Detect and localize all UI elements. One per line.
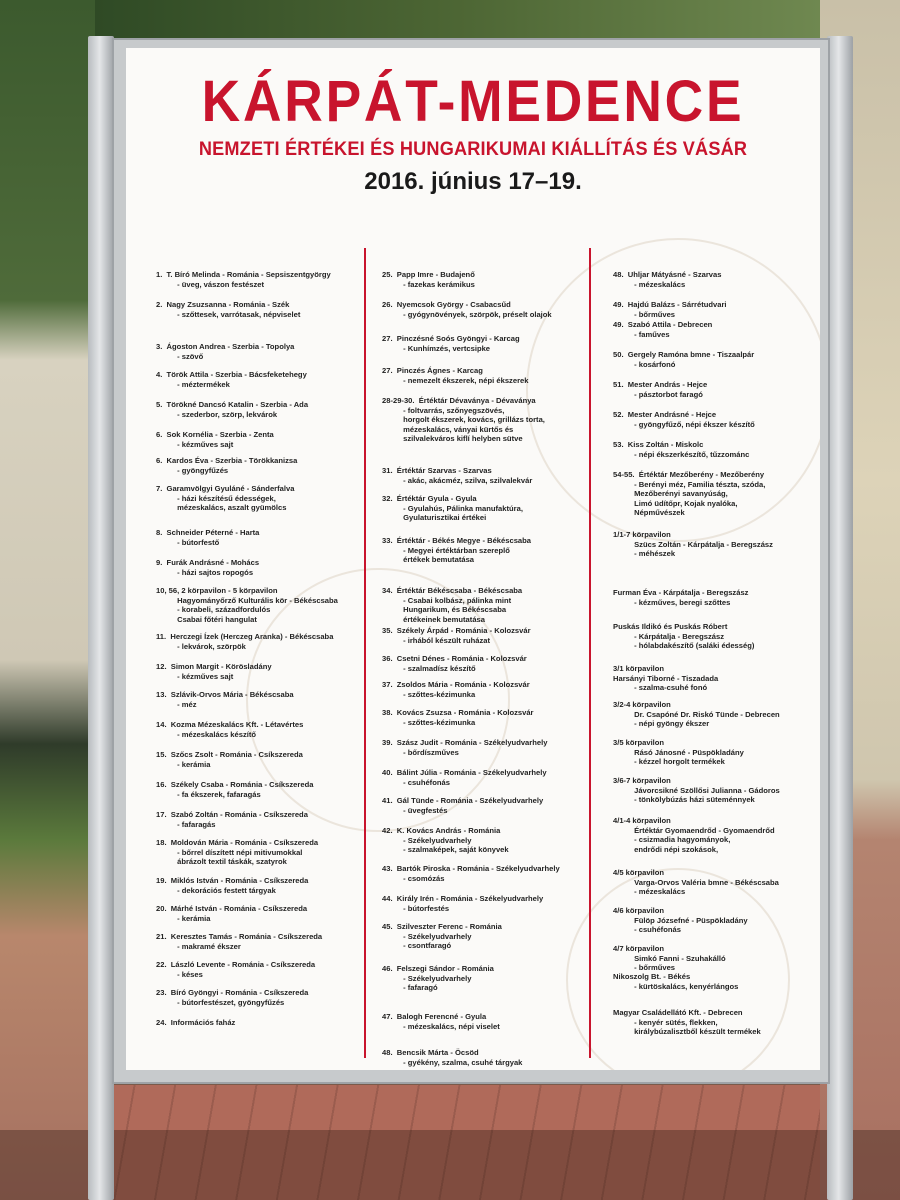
- exhibitor-entry: 44. Király Irén - Románia - Székelyudvarhely - bútorfestés: [382, 894, 544, 913]
- exhibitor-entry: 13. Szlávik-Orvos Mária - Békéscsaba - méz: [156, 690, 294, 709]
- exhibitor-entry: 21. Keresztes Tamás - Románia - Csíkszereda - makramé ékszer: [156, 932, 323, 951]
- exhibitor-entry: 18. Moldován Mária - Románia - Csíkszereda - bőrrel díszített népi mitivumokkal ábrázolt textil táskák, szatyrok: [156, 838, 319, 866]
- exhibitor-entry: 49. Hajdú Balázs - Sárrétudvari - bőrműves: [613, 300, 727, 319]
- exhibitor-entry: 4/7 körpavilon Simkó Fanni - Szuhakálló - bőrműves: [613, 944, 726, 972]
- exhibitor-entry: 7. Garamvölgyi Gyuláné - Sánderfalva - házi készítésű édességek, mézeskalács, aszalt gyümölcs: [156, 484, 295, 512]
- exhibitor-entry: 23. Bíró Gyöngyi - Románia - Csíkszereda - bútorfestészet, gyöngyfűzés: [156, 988, 309, 1007]
- exhibitor-entry: Nikoszolg Bt. - Békés - kürtöskalács, kenyérlángos: [613, 972, 739, 991]
- exhibitor-entry: 47. Balogh Ferencné - Gyula - mézeskalács, népi viselet: [382, 1012, 500, 1031]
- exhibitor-entry: 52. Mester Andrásné - Hejce - gyöngyfűző, népi ékszer készítő: [613, 410, 755, 429]
- exhibitor-entry: 32. Értéktár Gyula - Gyula - Gyulahús, Pálinka manufaktúra, Gyulaturisztikai értékei: [382, 494, 523, 522]
- exhibitor-entry: 4. Török Attila - Szerbia - Bácsfeketehegy - méztermékek: [156, 370, 307, 389]
- exhibitor-entry: 3/1 körpavilon Harsányi Tiborné - Tiszadada - szalma-csuhé fonó: [613, 664, 719, 692]
- exhibitor-entry: 33. Értéktár - Békés Megye - Békéscsaba - Megyei értéktárban szereplő értékek bemutatása: [382, 536, 532, 564]
- exhibitor-entry: 31. Értéktár Szarvas - Szarvas - akác, akácméz, szilva, szilvalekvár: [382, 466, 533, 485]
- poster-date: 2016. június 17–19.: [364, 168, 582, 195]
- exhibitor-entry: 10, 56, 2 körpavilon - 5 körpavilon Hagyományőrző Kulturális kör - Békéscsaba - korabeli, századfordulós Csabai főtéri hangulat: [156, 586, 338, 624]
- exhibitor-entry: 15. Szőcs Zsolt - Románia - Csíkszereda - kerámia: [156, 750, 303, 769]
- exhibitor-entry: 36. Csetni Dénes - Románia - Kolozsvár - szalmadísz készítő: [382, 654, 527, 673]
- exhibitor-entry: 6. Kardos Éva - Szerbia - Törökkanizsa - gyöngyfűzés: [156, 456, 298, 475]
- exhibitor-entry: 54-55. Értéktár Mezőberény - Mezőberény - Berényi méz, Familia tészta, szóda, Mezőberényi savanyúság, Limó üdítőpr, Kojak nyalóka, Népművészek: [613, 470, 766, 517]
- exhibitor-entry: 26. Nyemcsok György - Csabacsűd - gyógynövények, szörpök, préselt olajok: [382, 300, 552, 319]
- exhibitor-entry: 5. Törökné Dancsó Katalin - Szerbia - Ada - szederbor, szörp, lekvárok: [156, 400, 309, 419]
- exhibitor-entry: 28-29-30. Értéktár Dévaványa - Dévaványa - foltvarrás, szőnyegszövés, horgolt ékszerek, kovács, grillázs torta, mézeskalács, ványai kürtős és szilvalekváros kiflí helyben sütve: [382, 396, 545, 443]
- exhibitor-entry: 41. Gál Tünde - Románia - Székelyudvarhely - üvegfestés: [382, 796, 544, 815]
- poster-title: KÁRPÁT-MEDENCE: [201, 69, 745, 134]
- ground-shadow: [0, 1130, 900, 1200]
- exhibitor-entry: 2. Nagy Zsuzsanna - Románia - Szék - szőttesek, varrótasak, népviselet: [156, 300, 301, 319]
- exhibitor-entry: 34. Értéktár Békéscsaba - Békéscsaba - Csabai kolbász, pálinka mint Hungarikum, és Békéscsaba értékeinek bemutatása: [382, 586, 523, 624]
- background-left-street: [0, 0, 95, 1200]
- exhibitor-entry: 24. Információs faház: [156, 1018, 236, 1027]
- exhibitor-entry: 16. Székely Csaba - Románia - Csíkszereda - fa ékszerek, fafaragás: [156, 780, 314, 799]
- poster-header: [126, 70, 820, 197]
- exhibitor-entry: 20. Márhé István - Románia - Csíkszereda - kerámia: [156, 904, 308, 923]
- exhibitor-entry: 3/2-4 körpavilon Dr. Csapóné Dr. Riskó Tünde - Debrecen - népi gyöngy ékszer: [613, 700, 780, 728]
- exhibitor-entry: Magyar Családellátó Kft. - Debrecen - kenyér sütés, flekken, királybúzalisztből készült termékek: [613, 1008, 761, 1036]
- exhibitor-entry: 8. Schneider Péterné - Harta - bútorfestő: [156, 528, 260, 547]
- exhibitor-entry: 14. Kozma Mézeskalács Kft. - Létavértes - mézeskalács készítő: [156, 720, 304, 739]
- right-post: [827, 36, 853, 1200]
- exhibitor-entry: 40. Bálint Júlia - Románia - Székelyudvarhely - csuhéfonás: [382, 768, 547, 787]
- exhibitor-entry: Puskás Ildikó és Puskás Róbert - Kárpátalja - Beregszász - hólabdakészítő (saláki édesség): [613, 622, 755, 650]
- exhibitor-entry: 22. László Levente - Románia - Csíkszereda - késes: [156, 960, 316, 979]
- exhibitor-entry: 9. Furák Andrásné - Mohács - házi sajtos ropogós: [156, 558, 260, 577]
- exhibitor-entry: 49. Szabó Attila - Debrecen - faműves: [613, 320, 713, 339]
- exhibitor-entry: 48. Uhljar Mátyásné - Szarvas - mézeskalács: [613, 270, 722, 289]
- exhibitor-entry: 19. Miklós István - Románia - Csíkszereda - dekorációs festett tárgyak: [156, 876, 309, 895]
- exhibitor-entry: 48. Bencsik Márta - Öcsöd - gyékény, szalma, csuhé tárgyak: [382, 1048, 523, 1067]
- exhibitor-entry: 43. Bartók Piroska - Románia - Székelyudvarhely - csomózás: [382, 864, 560, 883]
- exhibitor-entry: 37. Zsoldos Mária - Románia - Kolozsvár - szőttes-kézimunka: [382, 680, 530, 699]
- exhibitor-entry: 3/6-7 körpavilon Jávorcsikné Szöllősi Julianna - Gádoros - tönkölybúzás házi süteménnyek: [613, 776, 780, 804]
- exhibitor-entry: 12. Simon Margit - Körösladány - kézműves sajt: [156, 662, 272, 681]
- exhibitor-entry: 27. Pinczés Ágnes - Karcag - nemezelt ékszerek, népi ékszerek: [382, 366, 529, 385]
- left-post: [88, 36, 114, 1200]
- exhibitor-entry: 39. Szász Judit - Románia - Székelyudvarhely - bőrdíszműves: [382, 738, 548, 757]
- exhibitor-entry: 46. Felszegi Sándor - Románia - Székelyudvarhely - fafaragó: [382, 964, 494, 992]
- exhibitor-entry: 3/5 körpavilon Rásó Jánosné - Püspökladány - kézzel horgolt termékek: [613, 738, 744, 766]
- poster-subtitle: NEMZETI ÉRTÉKEI ÉS HUNGARIKUMAI KIÁLLÍTÁS ÉS VÁSÁR: [198, 138, 748, 160]
- exhibitor-entry: 3. Ágoston Andrea - Szerbia - Topolya - szövő: [156, 342, 295, 361]
- exhibitor-entry: 17. Szabó Zoltán - Románia - Csíkszereda - fafaragás: [156, 810, 308, 829]
- exhibitor-entry: 38. Kovács Zsuzsa - Románia - Kolozsvár - szőttes-kézimunka: [382, 708, 534, 727]
- exhibitor-entry: 4/5 körpavilon Varga-Orvos Valéria bmne - Békéscsaba - mézeskalács: [613, 868, 779, 896]
- exhibitor-entry: 50. Gergely Ramóna bmne - Tiszaalpár - kosárfonó: [613, 350, 755, 369]
- exhibitor-entry: 25. Papp Imre - Budajenő - fazekas kerámikus: [382, 270, 475, 289]
- exhibitor-entry: 11. Herczegi Ízek (Herczeg Aranka) - Békéscsaba - lekvárok, szörpök: [156, 632, 334, 651]
- exhibitor-entry: Furman Éva - Kárpátalja - Beregszász - kézműves, beregi szőttes: [613, 588, 749, 607]
- exhibitor-entry: 6. Sok Kornélia - Szerbia - Zenta - kézműves sajt: [156, 430, 274, 449]
- exhibitor-entry: 1. T. Bíró Melinda - Románia - Sepsiszentgyörgy - üveg, vászon festészet: [156, 270, 331, 289]
- exhibitor-entry: 35. Székely Árpád - Románia - Kolozsvár - irhából készült ruházat: [382, 626, 531, 645]
- exhibitor-entry: 4/6 körpavilon Fülöp Józsefné - Püspökladány - csuhéfonás: [613, 906, 748, 934]
- exhibitor-entry: 42. K. Kovács András - Románia - Székelyudvarhely - szalmaképek, saját könyvek: [382, 826, 509, 854]
- exhibitor-entry: 4/1-4 körpavilon Értéktár Gyomaendrőd - Gyomaendrőd - csizmadia hagyományok, endrődi népi szokások,: [613, 816, 775, 854]
- exhibitor-entry: 51. Mester András - Hejce - pásztorbot faragó: [613, 380, 708, 399]
- exhibitor-entry: 27. Pinczésné Soós Gyöngyi - Karcag - Kunhímzés, vertcsipke: [382, 334, 520, 353]
- exhibitor-entry: 1/1-7 körpavilon Szücs Zoltán - Kárpátalja - Beregszász - méhészek: [613, 530, 773, 558]
- exhibitor-entry: 45. Szilveszter Ferenc - Románia - Székelyudvarhely - csontfaragó: [382, 922, 502, 950]
- exhibitor-entry: 53. Kiss Zoltán - Miskolc - népi ékszerkészítő, tűzzománc: [613, 440, 750, 459]
- poster: [126, 48, 820, 1070]
